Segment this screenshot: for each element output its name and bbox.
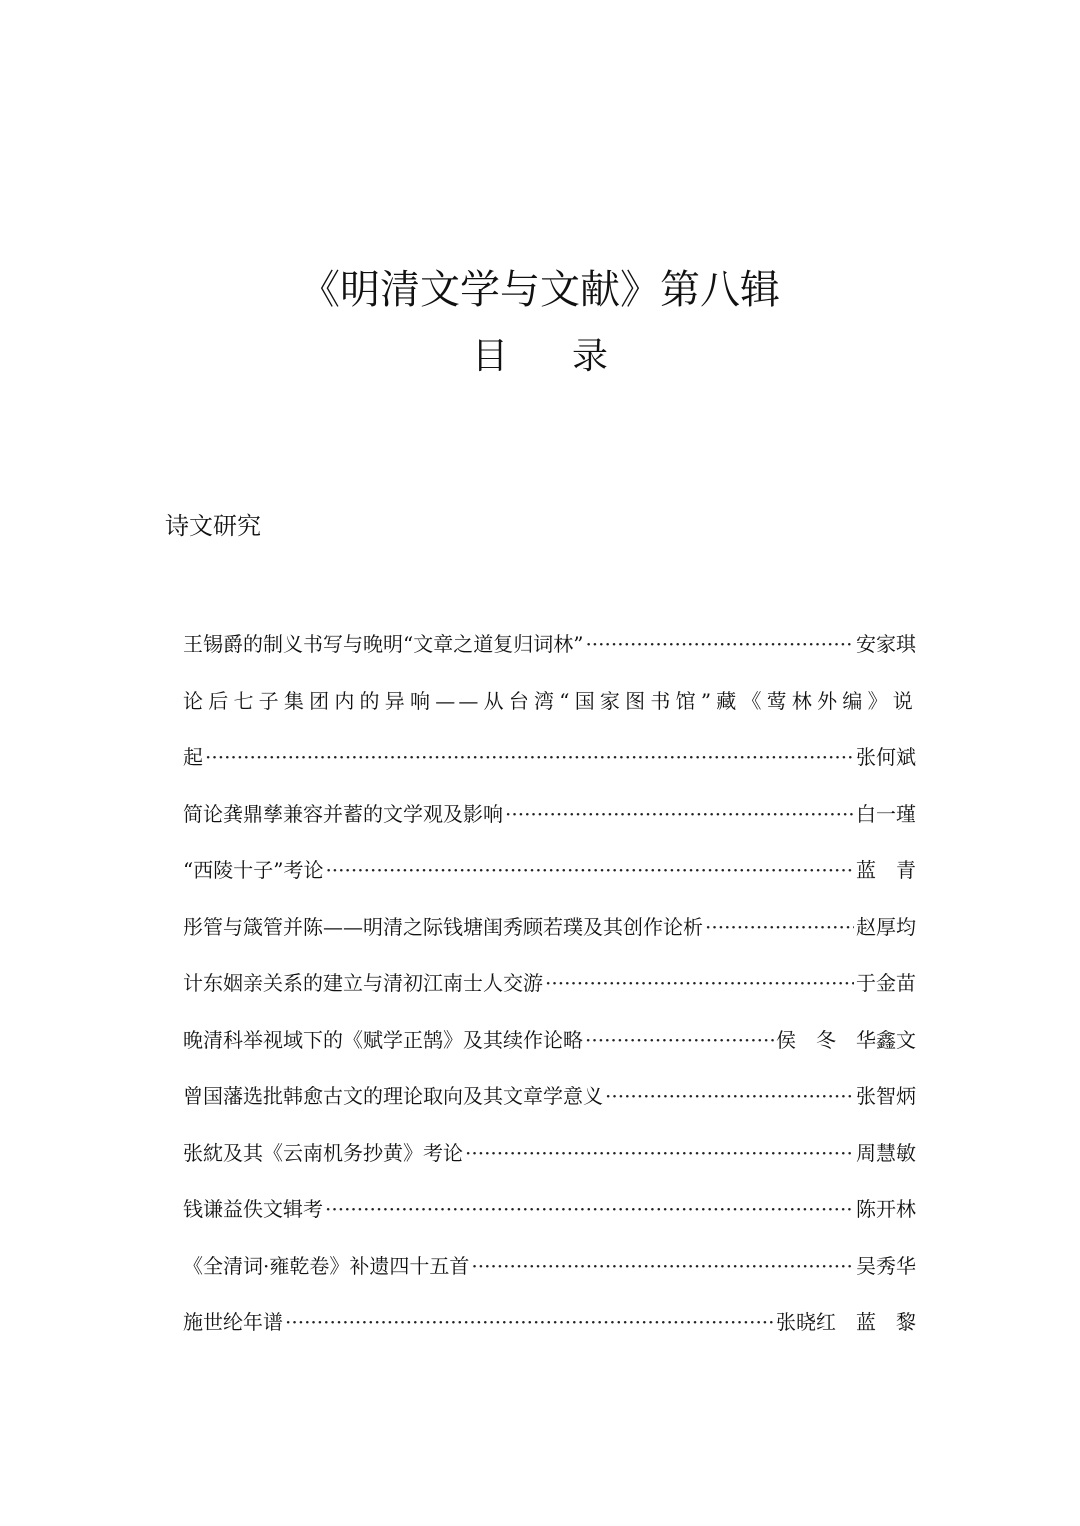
toc-entry: [183, 1238, 916, 1295]
toc-heading-char-1: 目: [471, 336, 508, 377]
dot-leader: [585, 1026, 774, 1054]
toc-entry-title: 《全清词·雍乾卷》补遗四十五首: [183, 1253, 470, 1278]
toc-entry-title: 论后七子集团内的异响——从台湾“国家图书馆”藏《莺林外编》说: [183, 688, 916, 713]
dot-leader: [605, 1082, 854, 1110]
toc-entry-author: 陈开林: [856, 1197, 916, 1222]
dot-leader: [325, 1195, 854, 1223]
dot-leader: [585, 630, 854, 658]
toc-entry: [183, 899, 916, 956]
toc-entry-author: 张智炳: [856, 1084, 916, 1109]
toc-entry-title: 简论龚鼎孳兼容并蓄的文学观及影响: [183, 801, 503, 826]
toc-entry-title: 彤管与箴管并陈——明清之际钱塘闺秀顾若璞及其创作论析: [183, 914, 703, 939]
toc-entry-title: 晚清科举视域下的《赋学正鹄》及其续作论略: [183, 1027, 583, 1052]
toc-entry-author: 张何斌: [856, 745, 916, 770]
toc-heading: [0, 332, 1080, 382]
toc-entry-title: “西陵十子”考论: [183, 858, 324, 883]
toc-entry-title: 计东姻亲关系的建立与清初江南士人交游: [183, 971, 543, 996]
toc-entry-title: 起: [183, 745, 203, 770]
toc-entry-author: 吴秀华: [856, 1253, 916, 1278]
toc-heading-char-2: 录: [572, 336, 609, 377]
toc-entry-title: 张紞及其《云南机务抄黄》考论: [183, 1140, 463, 1165]
toc-entry-author: 赵厚均: [856, 914, 916, 939]
toc-entry: [183, 1181, 916, 1238]
toc-entry: [183, 1012, 916, 1069]
dot-leader: [465, 1139, 854, 1167]
toc-entry-author: 白一瑾: [856, 801, 916, 826]
section-heading: 诗文研究: [165, 512, 261, 540]
toc-entry: [183, 1294, 916, 1351]
toc-entry-title: 施世纶年谱: [183, 1310, 283, 1335]
dot-leader: [285, 1308, 774, 1336]
toc-entry-title: 钱谦益佚文辑考: [183, 1197, 323, 1222]
toc-entry-author: 周慧敏: [856, 1140, 916, 1165]
dot-leader: [471, 1252, 854, 1280]
dot-leader: [205, 743, 854, 771]
toc-entry-title: 曾国藩选批韩愈古文的理论取向及其文章学意义: [183, 1084, 603, 1109]
toc-entry: [183, 1068, 916, 1125]
dot-leader: [505, 800, 854, 828]
toc-entry: [183, 786, 916, 843]
document-title: 《明清文学与文献》第八辑: [300, 267, 780, 313]
dot-leader: [325, 856, 854, 884]
toc-entry-author: 于金苗: [856, 971, 916, 996]
toc-entry-author: 安家琪: [856, 632, 916, 657]
toc-entry: [183, 955, 916, 1012]
toc-entry: [183, 729, 916, 786]
toc-entry: [183, 842, 916, 899]
toc-entry-title: 王锡爵的制义书写与晚明“文章之道复归词林”: [183, 632, 584, 657]
toc-entry: [183, 616, 916, 673]
toc-entry-author: 蓝 青: [856, 858, 916, 883]
toc-entry-author: 侯 冬 华鑫文: [776, 1027, 916, 1052]
toc-entry-author: 张晓红 蓝 黎: [776, 1310, 916, 1335]
table-of-contents: [183, 616, 916, 1351]
dot-leader: [545, 969, 854, 997]
toc-entry: [183, 673, 916, 730]
toc-entry: [183, 1125, 916, 1182]
dot-leader: [705, 913, 854, 941]
